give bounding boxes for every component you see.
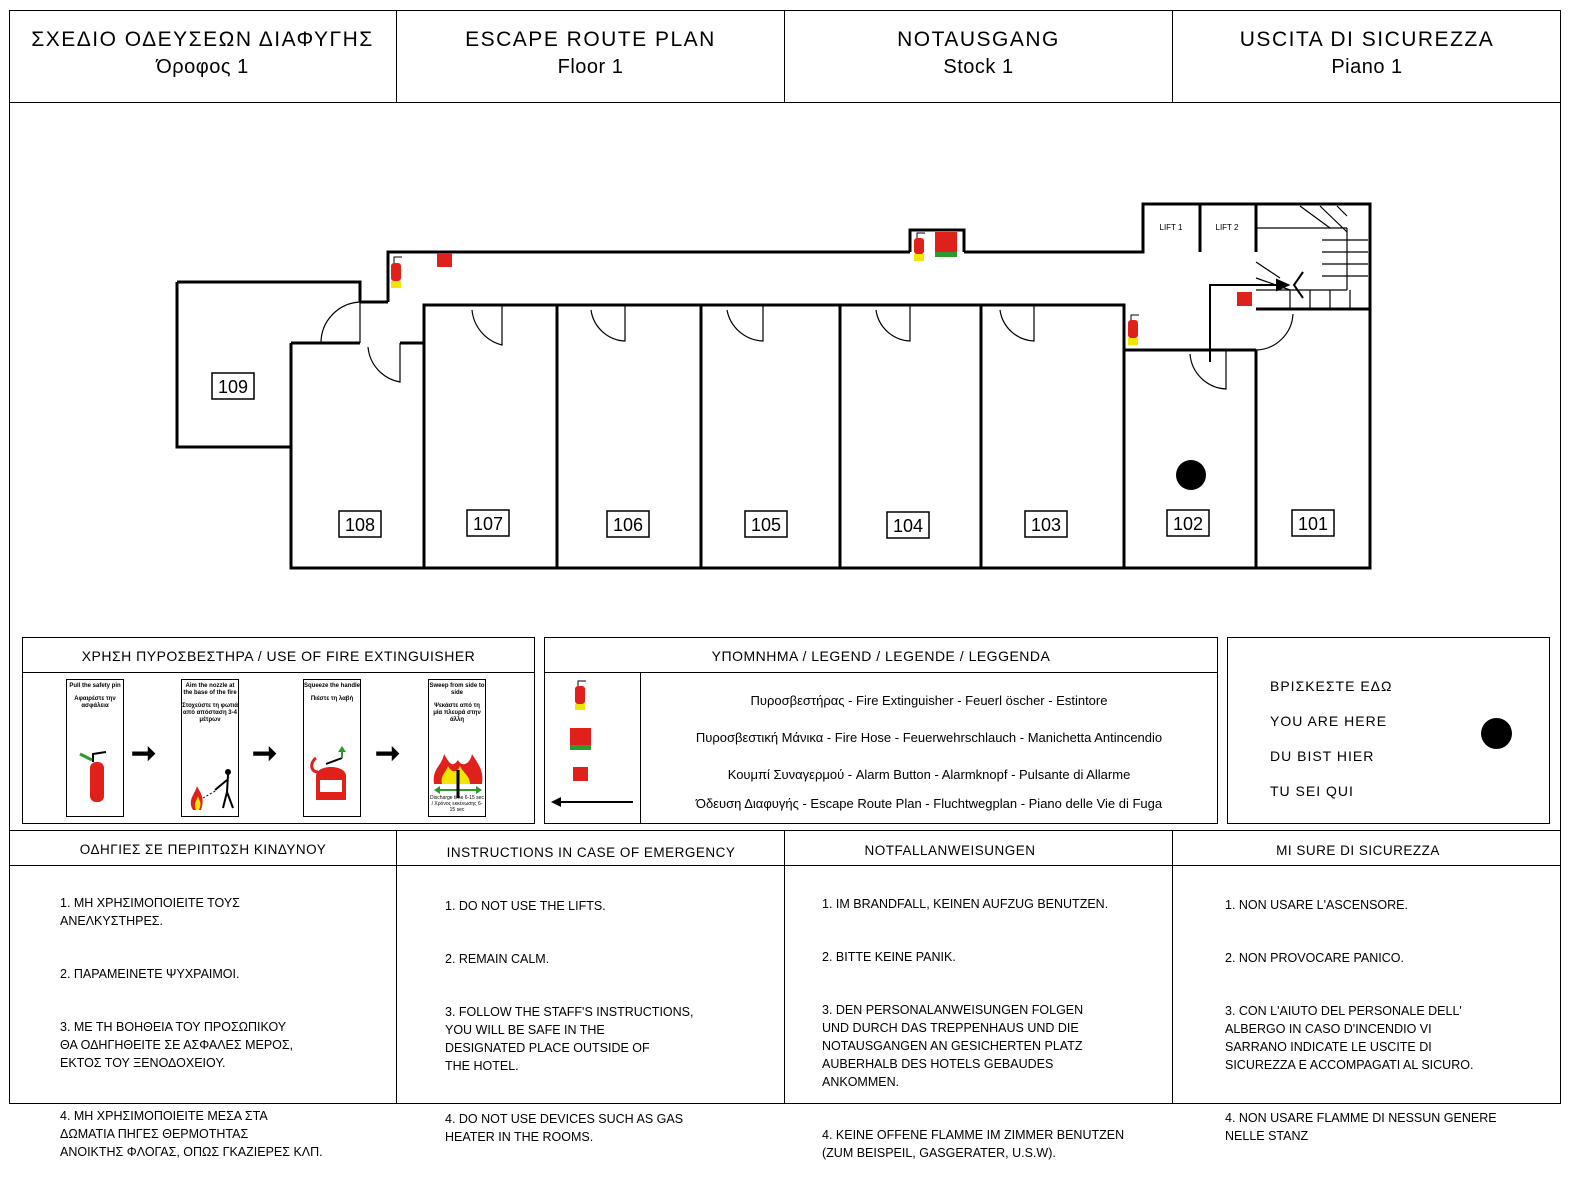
- alarm-button-icon: [437, 253, 452, 267]
- escape-route-arrow-icon: [551, 797, 633, 807]
- next-arrow-icon: ➞: [131, 737, 157, 770]
- you-are-here-german: DU BIST HIER: [1270, 748, 1375, 764]
- legend-symbols: [545, 672, 640, 822]
- legend-title: ΥΠΟΜΝΗΜΑ / LEGEND / LEGENDE / LEGGENDA: [545, 638, 1217, 673]
- fire-extinguisher-icon: [391, 257, 402, 288]
- instruction-item: 4. DO NOT USE DEVICES SUCH AS GAS HEATER IN THE ROOMS.: [445, 1112, 684, 1144]
- header-title: USCITA DI SICUREZZA: [1239, 28, 1495, 51]
- step-squeeze-handle: Squeeze the handle Πιέστε τη λαβή: [303, 679, 361, 817]
- header-subtitle: Piano 1: [1331, 56, 1403, 78]
- instructions-list-german: [822, 877, 1167, 1197]
- lift-1-label: LIFT 1: [1159, 223, 1183, 232]
- instruction-item: 3. ΜΕ ΤΗ ΒΟΗΘΕΙΑ ΤΟΥ ΠΡΟΣΩΠΙΚΟΥ ΘΑ ΟΔΗΓΗΘΕΙΤΕ ΣΕ ΑΣΦΑΛΕΣ ΜΕΡΟΣ, ΕΚΤΟΣ ΤΟΥ ΞΕΝΟΔΟΧΕΙΟΥ.: [60, 1020, 294, 1070]
- fire-hose-icon: [570, 728, 591, 750]
- squeeze-handle-icon: [306, 742, 360, 802]
- instruction-item: 4. ΜΗ ΧΡΗΣΙΜΟΠΟΙΕΙΤΕ ΜΕΣΑ ΣΤΑ ΔΩΜΑΤΙΑ ΠΗΓΕΣ ΘΕΡΜΟΤΗΤΑΣ ΑΝΟΙΚΤΗΣ ΦΛΟΓΑΣ, ΟΠΩΣ ΓΚΑΖΙΕΡΕΣ ΚΛΠ.: [60, 1109, 323, 1159]
- room-number-102: 102: [1172, 514, 1204, 534]
- instructions-title-greek: ΟΔΗΓΙΕΣ ΣΕ ΠΕΡΙΠΤΩΣΗ ΚΙΝΔΥΝΟΥ: [79, 842, 327, 857]
- instruction-item: 2. NON PROVOCARE PANICO.: [1225, 951, 1404, 965]
- instruction-item: 4. NON USARE FLAMME DI NESSUN GENERE NELLE STANZ: [1225, 1111, 1497, 1143]
- instruction-item: 1. ΜΗ ΧΡΗΣΙΜΟΠΟΙΕΙΤΕ ΤΟΥΣ ΑΝΕΛΚΥΣΤΗΡΕΣ.: [60, 896, 240, 928]
- room-number-109: 109: [217, 377, 249, 397]
- instruction-item: 2. REMAIN CALM.: [445, 952, 550, 966]
- instructions-top-divider: [9, 830, 1561, 831]
- you-are-here-panel: [1227, 637, 1550, 824]
- step-pull-pin: Pull the safety pin Αφαιρέστε την ασφάλεια: [66, 679, 124, 817]
- instruction-item: 4. KEINE OFFENE FLAMME IM ZIMMER BENUTZEN (ZUM BEISPEIL, GASGERATER, U.S.W).: [822, 1128, 1125, 1160]
- instruction-item: 3. FOLLOW THE STAFF'S INSTRUCTIONS, YOU WILL BE SAFE IN THE DESIGNATED PLACE OUTSIDE OF THE HOTEL.: [445, 1005, 694, 1073]
- aim-flame-icon: [183, 762, 239, 812]
- room-number-105: 105: [750, 515, 782, 535]
- legend-item-escape-route: Όδευση Διαφυγής - Escape Route Plan - Fluchtwegplan - Piano delle Vie di Fuga: [695, 796, 1163, 811]
- room-number-107: 107: [472, 514, 504, 534]
- step-aim-nozzle: Aim the nozzle at the base of the fire Στοχεύστε τη φωτιά από απόσταση 3-4 μέτρων: [181, 679, 239, 817]
- alarm-button-icon: [1237, 292, 1252, 306]
- instruction-item: 2. BITTE KEINE PANIK.: [822, 950, 956, 964]
- header-subtitle: Stock 1: [943, 56, 1014, 78]
- header-subtitle: Floor 1: [557, 56, 624, 78]
- extinguisher-icon: [76, 748, 116, 808]
- you-are-here-dot-icon: [1481, 718, 1512, 749]
- legend-panel: [544, 637, 1218, 824]
- legend-item-extinguisher: Πυροσβεστήρας - Fire Extinguisher - Feuerl öscher - Estintore: [750, 693, 1108, 708]
- instruction-item: 1. NON USARE L'ASCENSORE.: [1225, 898, 1408, 912]
- instruction-item: 1. IM BRANDFALL, KEINEN AUFZUG BENUTZEN.: [822, 897, 1109, 911]
- extinguisher-use-panel: [22, 637, 535, 824]
- fire-extinguisher-icon: [914, 233, 925, 261]
- instructions-title-german: NOTFALLANWEISUNGEN: [864, 843, 1036, 858]
- room-number-103: 103: [1030, 515, 1062, 535]
- instructions-title-english: INSTRUCTIONS IN CASE OF EMERGENCY: [446, 845, 736, 860]
- room-number-106: 106: [612, 515, 644, 535]
- header-subtitle: Όροφος 1: [156, 56, 249, 78]
- sweep-fire-icon: [430, 748, 486, 798]
- instruction-item: 3. DEN PERSONALANWEISUNGEN FOLGEN UND DURCH DAS TREPPENHAUS UND DIE NOTAUSGANGEN AN GESICHERTEN PLATZ AUBERHALB DES HOTELS GEBAUDES ANKOMMEN.: [822, 1003, 1084, 1089]
- next-arrow-icon: ➞: [375, 737, 401, 770]
- you-are-here-greek: ΒΡΙΣΚΕΣΤΕ ΕΔΩ: [1270, 678, 1393, 694]
- discharge-note: Discharge time 6-15 sec / Χρόνος εκκένωσης 6-15 sec: [430, 795, 484, 813]
- fire-hose-icon: [935, 232, 957, 252]
- instructions-list-italian: [1225, 878, 1555, 1180]
- you-are-here-english: YOU ARE HERE: [1270, 713, 1388, 729]
- instruction-item: 1. DO NOT USE THE LIFTS.: [445, 899, 606, 913]
- instruction-item: 2. ΠΑΡΑΜΕΙΝΕΤΕ ΨΥΧΡΑΙΜΟΙ.: [60, 967, 240, 981]
- legend-item-fire-hose: Πυροσβεστική Μάνικα - Fire Hose - Feuerwehrschlauch - Manichetta Antincendio: [695, 730, 1163, 745]
- instruction-item: 3. CON L'AIUTO DEL PERSONALE DELL' ALBERGO IN CASO D'INCENDIO VI SARRANO INDICATE LE USCITE DI SICUREZZA E ACCOMPAGATI AL SICURO.: [1225, 1004, 1474, 1072]
- header-title: NOTAUSGANG: [897, 28, 1060, 51]
- you-are-here-italian: TU SEI QUI: [1270, 783, 1354, 799]
- instructions-list-greek: [60, 876, 390, 1196]
- legend-item-alarm-button: Κουμπί Συναγερμού - Alarm Button - Alarmknopf - Pulsante di Allarme: [727, 767, 1131, 782]
- you-are-here-marker: [1176, 460, 1206, 490]
- room-number-104: 104: [892, 516, 924, 536]
- fire-extinguisher-icon: [1128, 315, 1139, 345]
- instructions-title-italian: MI SURE DI SICUREZZA: [1276, 843, 1440, 858]
- extinguisher-use-title: ΧΡΗΣΗ ΠΥΡΟΣΒΕΣΤΗΡΑ / USE OF FIRE EXTINGUISHER: [23, 638, 534, 673]
- header-title: ΣΧΕΔΙΟ ΟΔΕΥΣΕΩΝ ΔΙΑΦΥΓΗΣ: [31, 28, 374, 51]
- step-sweep: Sweep from side to side Ψεκάστε από τη μία πλευρά στην άλλη Discharge time 6-15 sec / Χρόνος εκκένωσης 6-15 sec: [428, 679, 486, 817]
- fire-extinguisher-icon: [575, 681, 586, 710]
- room-number-108: 108: [344, 515, 376, 535]
- lift-2-label: LIFT 2: [1215, 223, 1239, 232]
- alarm-button-icon: [573, 767, 588, 781]
- instructions-list-english: [445, 879, 780, 1181]
- header-title: ESCAPE ROUTE PLAN: [465, 28, 716, 51]
- room-number-101: 101: [1297, 514, 1329, 534]
- next-arrow-icon: ➞: [252, 737, 278, 770]
